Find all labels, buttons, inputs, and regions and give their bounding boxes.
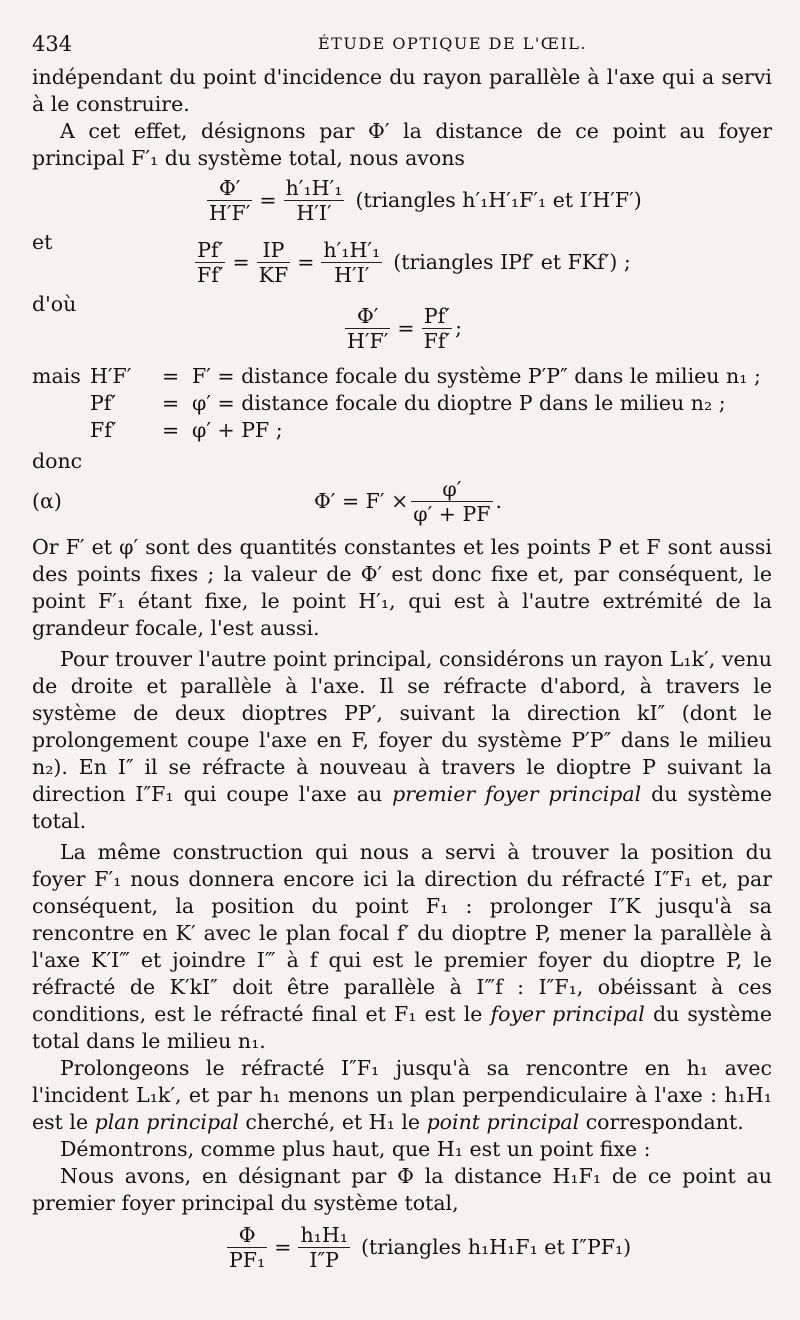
definition-eq: = [162,418,180,442]
paragraph: A cet effet, désignons par Φ′ la distance de ce point au foyer principal F′₁ du système total, nous avons [32,119,772,170]
emphasis-text: point principal [426,1110,580,1134]
definition-lhs: H′F′ [90,364,132,388]
running-title: ÉTUDE OPTIQUE DE L'ŒIL. [318,34,588,53]
equation-end: ; [455,316,462,340]
paragraph [32,646,772,835]
paragraph [32,1055,772,1136]
numerator: h′₁H′₁ [285,176,343,200]
page-number: 434 [32,32,73,56]
paragraph: Nous avons, en désignant par Φ la distance H₁F₁ de ce point au premier foyer principal du système total, [32,1164,772,1215]
emphasis-text: plan principal [94,1110,239,1134]
definition-lead: mais [32,364,81,388]
numerator: Φ′ [345,304,390,329]
text-run: Pour trouver l'autre point principal, considérons un rayon L₁k′, venu de droite et parallèle à l'axe. Il se réfracte d'abord, à travers le système de deux dioptres PP′, suivant la direction kI″ (dont le prolongement coupe l'axe en F, foyer du système P′P″ dans le milieu n₂). En I″ il se réfracte à nouveau à travers le dioptre P suivant la direction I″F₁ qui coupe l'axe au [32,647,772,806]
denominator: H′F′ [347,329,389,353]
equation: $\frac{\Phi'}{H'F'}$ = $\frac{Pf'}{Ff'}$ ; [347,304,462,353]
definition-lhs: Ff′ [90,418,117,442]
numerator: φ′ [411,477,492,502]
numerator: Pf′ [422,304,452,329]
definition-rhs: F′ = distance focale du système P′P″ dans le milieu n₁ ; [192,364,761,388]
text-run: La même construction qui nous a servi à trouver la position du foyer F′₁ nous donnera encore ici la direction du réfracté I″F₁ et, par conséquent, la position du point F₁ : prolonger I″K jusqu'à sa rencontre en K′ avec le plan focal f′ du dioptre P, mener la parallèle à l'axe K′I‴ et joindre I‴ à f qui est le premier foyer du dioptre P, le réfracté de K′kI″ doit être parallèle à I‴f : I″F₁, obéissant à ces conditions, est le réfracté final et F₁ est le [32,840,772,1026]
definition-list [32,363,772,444]
fraction [345,304,390,353]
denominator: H′I′ [296,201,332,225]
numerator: Φ′ [207,176,252,201]
equation-note: (triangles h₁H₁F₁ et I″PF₁) [360,1235,632,1259]
equation-end: . [495,489,503,513]
denominator: Ff′ [423,329,451,353]
page-body [32,64,772,1276]
equation [32,477,772,526]
definition-lhs: Pf′ [90,391,117,415]
fraction [321,238,382,287]
equation: $\frac{Pf'}{Ff'}$ = $\frac{IP}{KF}$ = $\frac{\text{h′₁H′₁}}{H'I'}$ (triangles IPf′ et FKf′) ; [197,238,631,287]
definition-rhs: φ′ = distance focale du dioptre P dans le milieu n₂ ; [192,391,726,415]
numerator: Pf′ [195,238,225,263]
paragraph [32,839,772,1055]
text-run: cherché, et H₁ le [238,1110,427,1134]
fraction [411,477,492,526]
text-run: du système total dans le milieu n₁. [32,1002,772,1053]
equation: $\frac{\Phi}{\text{PF₁}}$ = $\frac{\text{h₁H₁}}{I''P}$ (triangles h₁H₁F₁ et I″PF₁) [229,1223,632,1272]
emphasis-text: foyer principal [490,1002,645,1026]
definition-row [32,390,772,417]
definition-rhs: φ′ + PF ; [192,418,283,442]
numerator: IP [257,238,291,263]
fraction [207,176,252,225]
equation-lhs: Φ′ = F′ × [314,489,409,513]
equation-tag: (α) [32,489,62,513]
paragraph: Démontrons, comme plus haut, que H₁ est un point fixe : [60,1137,651,1161]
denominator: H′F′ [209,201,251,225]
definition-row [32,417,772,444]
text-run: correspondant. [579,1110,744,1134]
equation-note: (triangles IPf′ et FKf′) ; [393,250,631,274]
denominator: I″P [309,1248,339,1272]
text-run: Prolongeons le réfracté I″F₁ jusqu'à sa rencontre en h₁ avec l'incident L₁k′, et par h₁ menons un plan perpendiculaire à l'axe : h₁H₁ est le [32,1056,772,1134]
definition-row [32,363,772,390]
paragraph: Or F′ et φ′ sont des quantités constantes et les points P et F sont aussi des points fixes ; la valeur de Φ′ est donc fixe et, par conséquent, le point F′₁ étant fixe, le point H′₁, qui est à l'autre extrémité de la grandeur focale, l'est aussi. [32,535,772,640]
fraction [257,238,291,287]
fraction [195,238,225,287]
connector-label: donc [32,449,83,473]
denominator: φ′ + PF [413,502,491,526]
paragraph: indépendant du point d'incidence du rayon parallèle à l'axe qui a servi à le construire. [32,65,772,116]
denominator: Ff′ [197,263,224,287]
connector-label: et [32,230,53,254]
denominator: KF [258,263,289,287]
emphasis-text: premier foyer principal [392,782,642,806]
definition-eq: = [162,364,180,388]
denominator: PF₁ [229,1248,266,1272]
fraction [227,1223,267,1272]
page-header [28,24,760,54]
fraction [422,304,452,353]
numerator: h₁H₁ [300,1223,348,1247]
connector-label: d'où [32,292,77,316]
equation-note: (triangles h′₁H′₁F′₁ et I′H′F′) [355,188,642,212]
equation: $\frac{\Phi'}{H'F'}$ = $\frac{\text{h′₁H′₁}}{H'I'}$ (triangles h′₁H′₁F′₁ et I′H′F′) [209,176,642,225]
fraction [284,176,345,225]
numerator: h′₁H′₁ [323,238,381,262]
fraction [298,1223,350,1272]
denominator: H′I′ [334,263,370,287]
definition-eq: = [162,391,180,415]
text-run: du système total. [32,782,773,833]
numerator: Φ [227,1223,267,1248]
